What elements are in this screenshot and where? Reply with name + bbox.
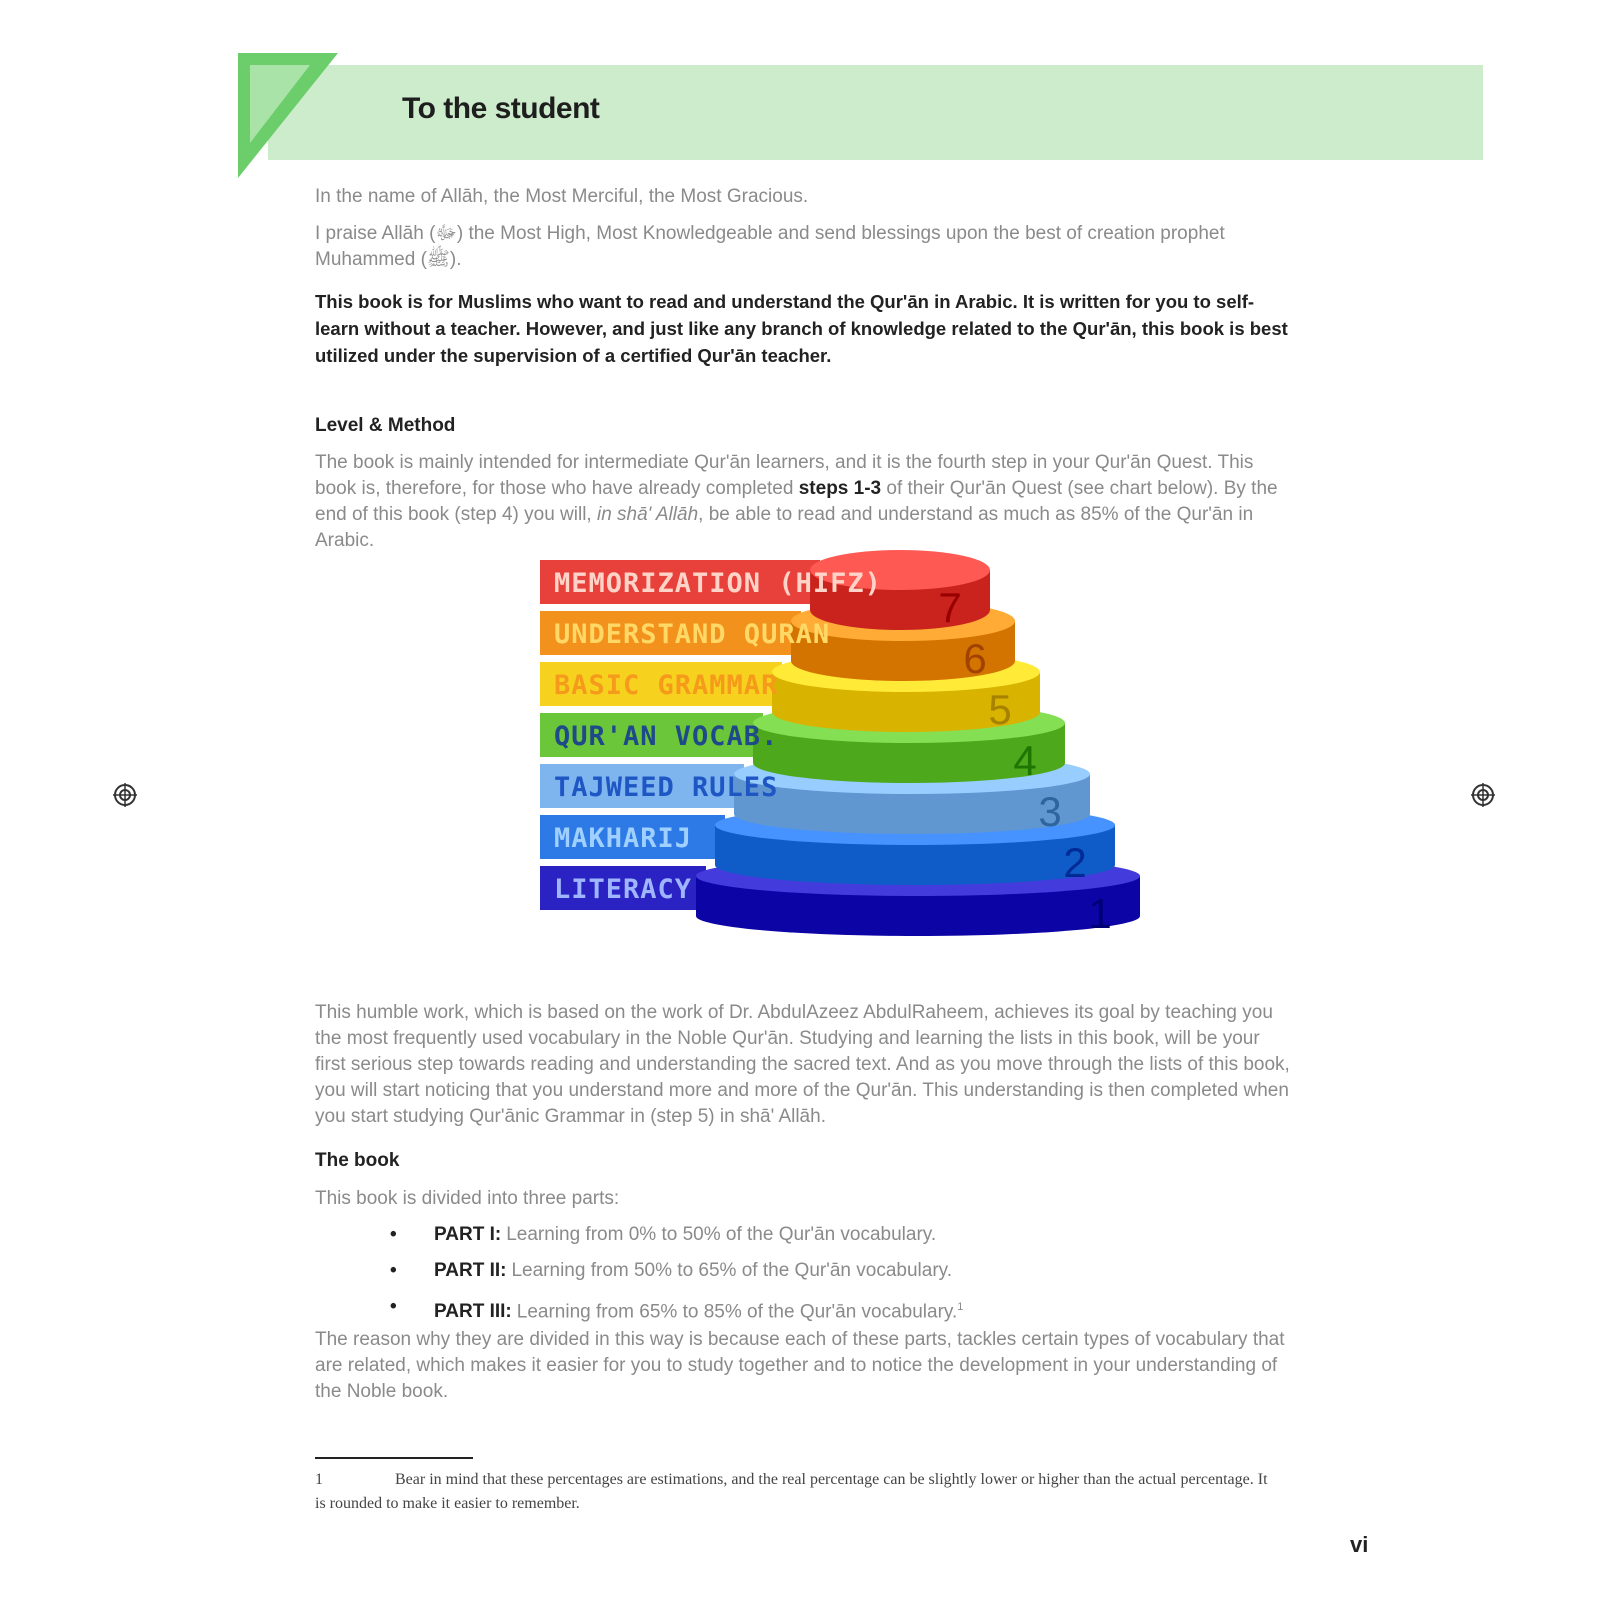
footnote-rule (315, 1457, 473, 1459)
tier-step-number: 2 (1063, 839, 1087, 886)
tier-label: BASIC GRAMMAR (554, 670, 779, 701)
bullet-icon: • (390, 1296, 397, 1317)
intro-bold-paragraph: This book is for Muslims who want to read and understand the Qur'ān in Arabic. It is written for you to self-learn without a teacher. However, and just like any branch of knowledge related to the Qur'ān, this book is best utilized under the supervision of a certified Qur'ān teacher. (315, 291, 1288, 366)
footnote-text: Bear in mind that these percentages are estimations, and the real percentage can be slightly lower or higher than the actual percentage. It is rounded to make it easier to remember. (315, 1471, 1268, 1512)
body-paragraph: This humble work, which is based on the work of Dr. AbdulAzeez AbdulRaheem, achieves its goal by teaching you the most frequently used vocabulary in the Noble Qur'ān. Studying and learning the lists in this book, will be your first serious step towards reading and understanding the sacred text. And as you move through the lists of this book, you will start noticing that you understand more and more of the Qur'ān. This understanding is then completed when you start studying Qur'ānic Grammar in (step 5) in shā' Allāh. (315, 1002, 1290, 1127)
the-book-heading: The book (315, 1150, 400, 1171)
footnote-ref[interactable]: 1 (957, 1301, 964, 1313)
tier-step-number: 3 (1038, 788, 1062, 835)
intro-line-1: In the name of Allāh, the Most Merciful, the Most Gracious. (315, 186, 809, 207)
tier-step-number: 1 (1088, 890, 1112, 937)
tier-label: TAJWEED RULES (554, 772, 779, 803)
tier-label: LITERACY (554, 874, 693, 905)
footnote (315, 1468, 1280, 1516)
tier-label: MEMORIZATION (HIFZ) (554, 568, 882, 599)
registration-mark-left-icon (112, 782, 138, 808)
reason-paragraph: The reason why they are divided in this way is because each of these parts, tackles certain types of vocabulary that are related, which makes it easier for you to study together and to notice the development in your understanding of the Noble book. (315, 1329, 1285, 1402)
tier-step-number: 4 (1013, 737, 1037, 784)
tier-step-number: 7 (938, 584, 962, 631)
quran-quest-pyramid (540, 560, 1112, 980)
tier-step-number: 6 (963, 635, 987, 682)
tier-label: MAKHARIJ (554, 823, 693, 854)
tier-step-number: 5 (988, 686, 1012, 733)
registration-mark-right-icon (1470, 782, 1496, 808)
tier-label: QUR'AN VOCAB. (554, 721, 779, 752)
level-method-heading: Level & Method (315, 415, 456, 436)
steps-highlight: steps 1-3 (798, 478, 882, 499)
page-title: To the student (402, 92, 600, 125)
tier-label: UNDERSTAND QURAN (554, 619, 831, 650)
page-number: vi (1350, 1532, 1369, 1557)
footnote-number: 1 (315, 1471, 323, 1488)
bullet-icon: • (390, 1224, 397, 1245)
level-method-paragraph: The book is mainly intended for intermediate Qur'ān learners, and it is the fourth step in your Qur'ān Quest. This book is, therefore, for those who have already completed steps 1-3 of their Qur'ān Quest (see chart below). By the end of this book (step 4) you will, in shā' Allāh, be able to read and understand as much as 85% of the Qur'ān in Arabic. (315, 452, 1278, 551)
the-book-intro: This book is divided into three parts: (315, 1188, 620, 1209)
banner-corner-triangle (238, 53, 338, 178)
bullet-icon: • (390, 1260, 397, 1281)
intro-line-2: I praise Allāh (ﷻ) the Most High, Most Knowledgeable and send blessings upon the best of creation prophet Muhammed (ﷺ). (315, 223, 1225, 270)
